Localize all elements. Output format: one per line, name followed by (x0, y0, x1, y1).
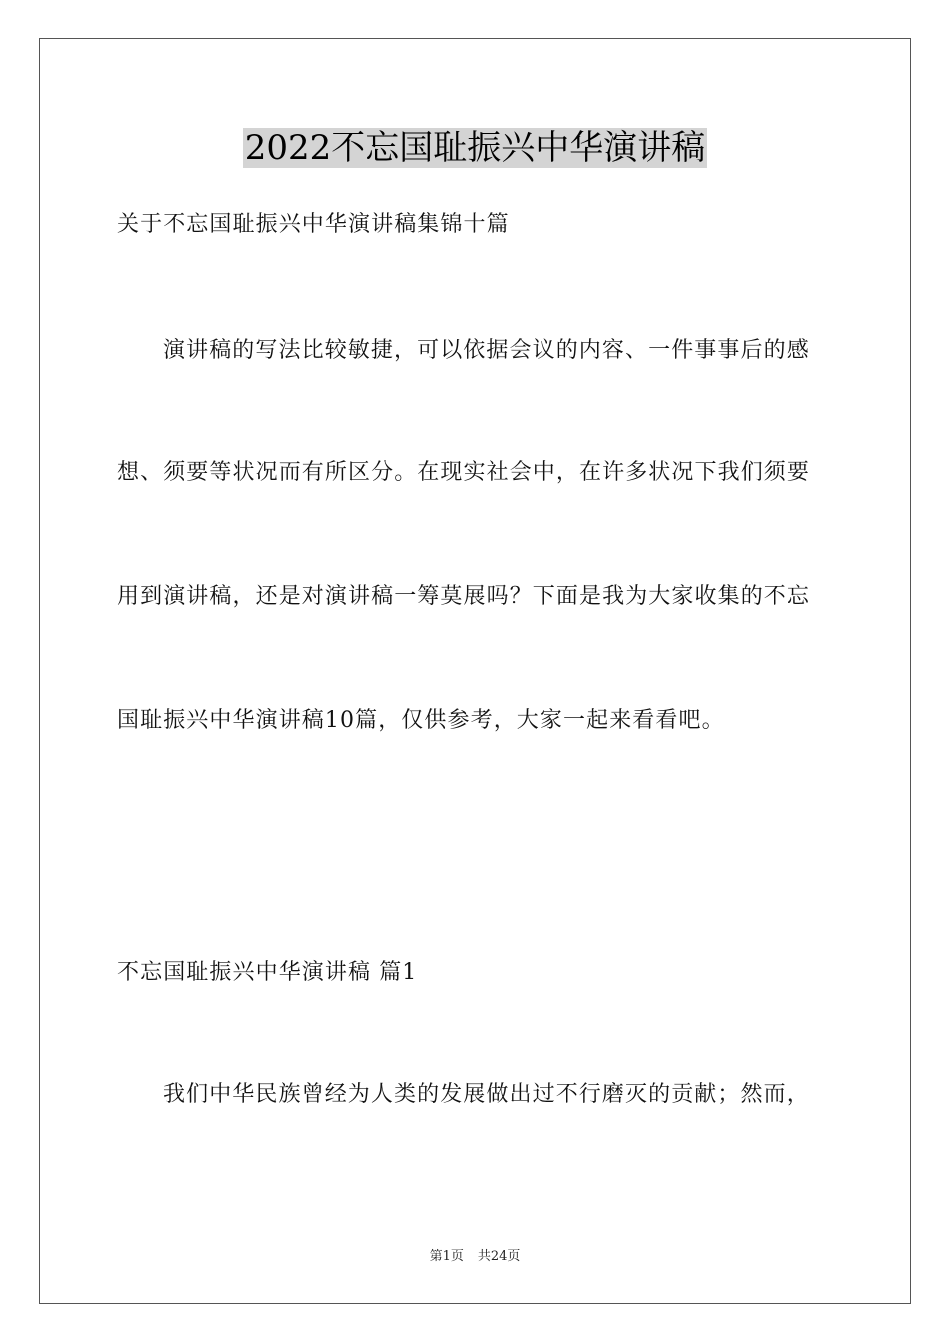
page-footer (0, 1248, 950, 1266)
document-subtitle: 关于不忘国耻振兴中华演讲稿集锦十篇 (117, 212, 510, 237)
title-container (0, 128, 950, 168)
intro-line-3: 用到演讲稿，还是对演讲稿一筹莫展吗？下面是我为大家收集的不忘 (117, 584, 811, 609)
section-heading: 不忘国耻振兴中华演讲稿 篇1 (117, 960, 418, 985)
intro-line-1: 演讲稿的写法比较敏捷，可以依据会议的内容、一件事事后的感 (163, 338, 810, 363)
current-page: 第1页 (429, 1249, 464, 1264)
intro-line-2: 想、须要等状况而有所区分。在现实社会中，在许多状况下我们须要 (117, 460, 811, 485)
intro-line-4: 国耻振兴中华演讲稿10篇，仅供参考，大家一起来看看吧。 (117, 708, 725, 733)
total-pages: 共24页 (477, 1249, 521, 1264)
section-first-line: 我们中华民族曾经为人类的发展做出过不行磨灭的贡献；然而， (163, 1082, 810, 1107)
document-title: 2022不忘国耻振兴中华演讲稿 (244, 128, 706, 168)
